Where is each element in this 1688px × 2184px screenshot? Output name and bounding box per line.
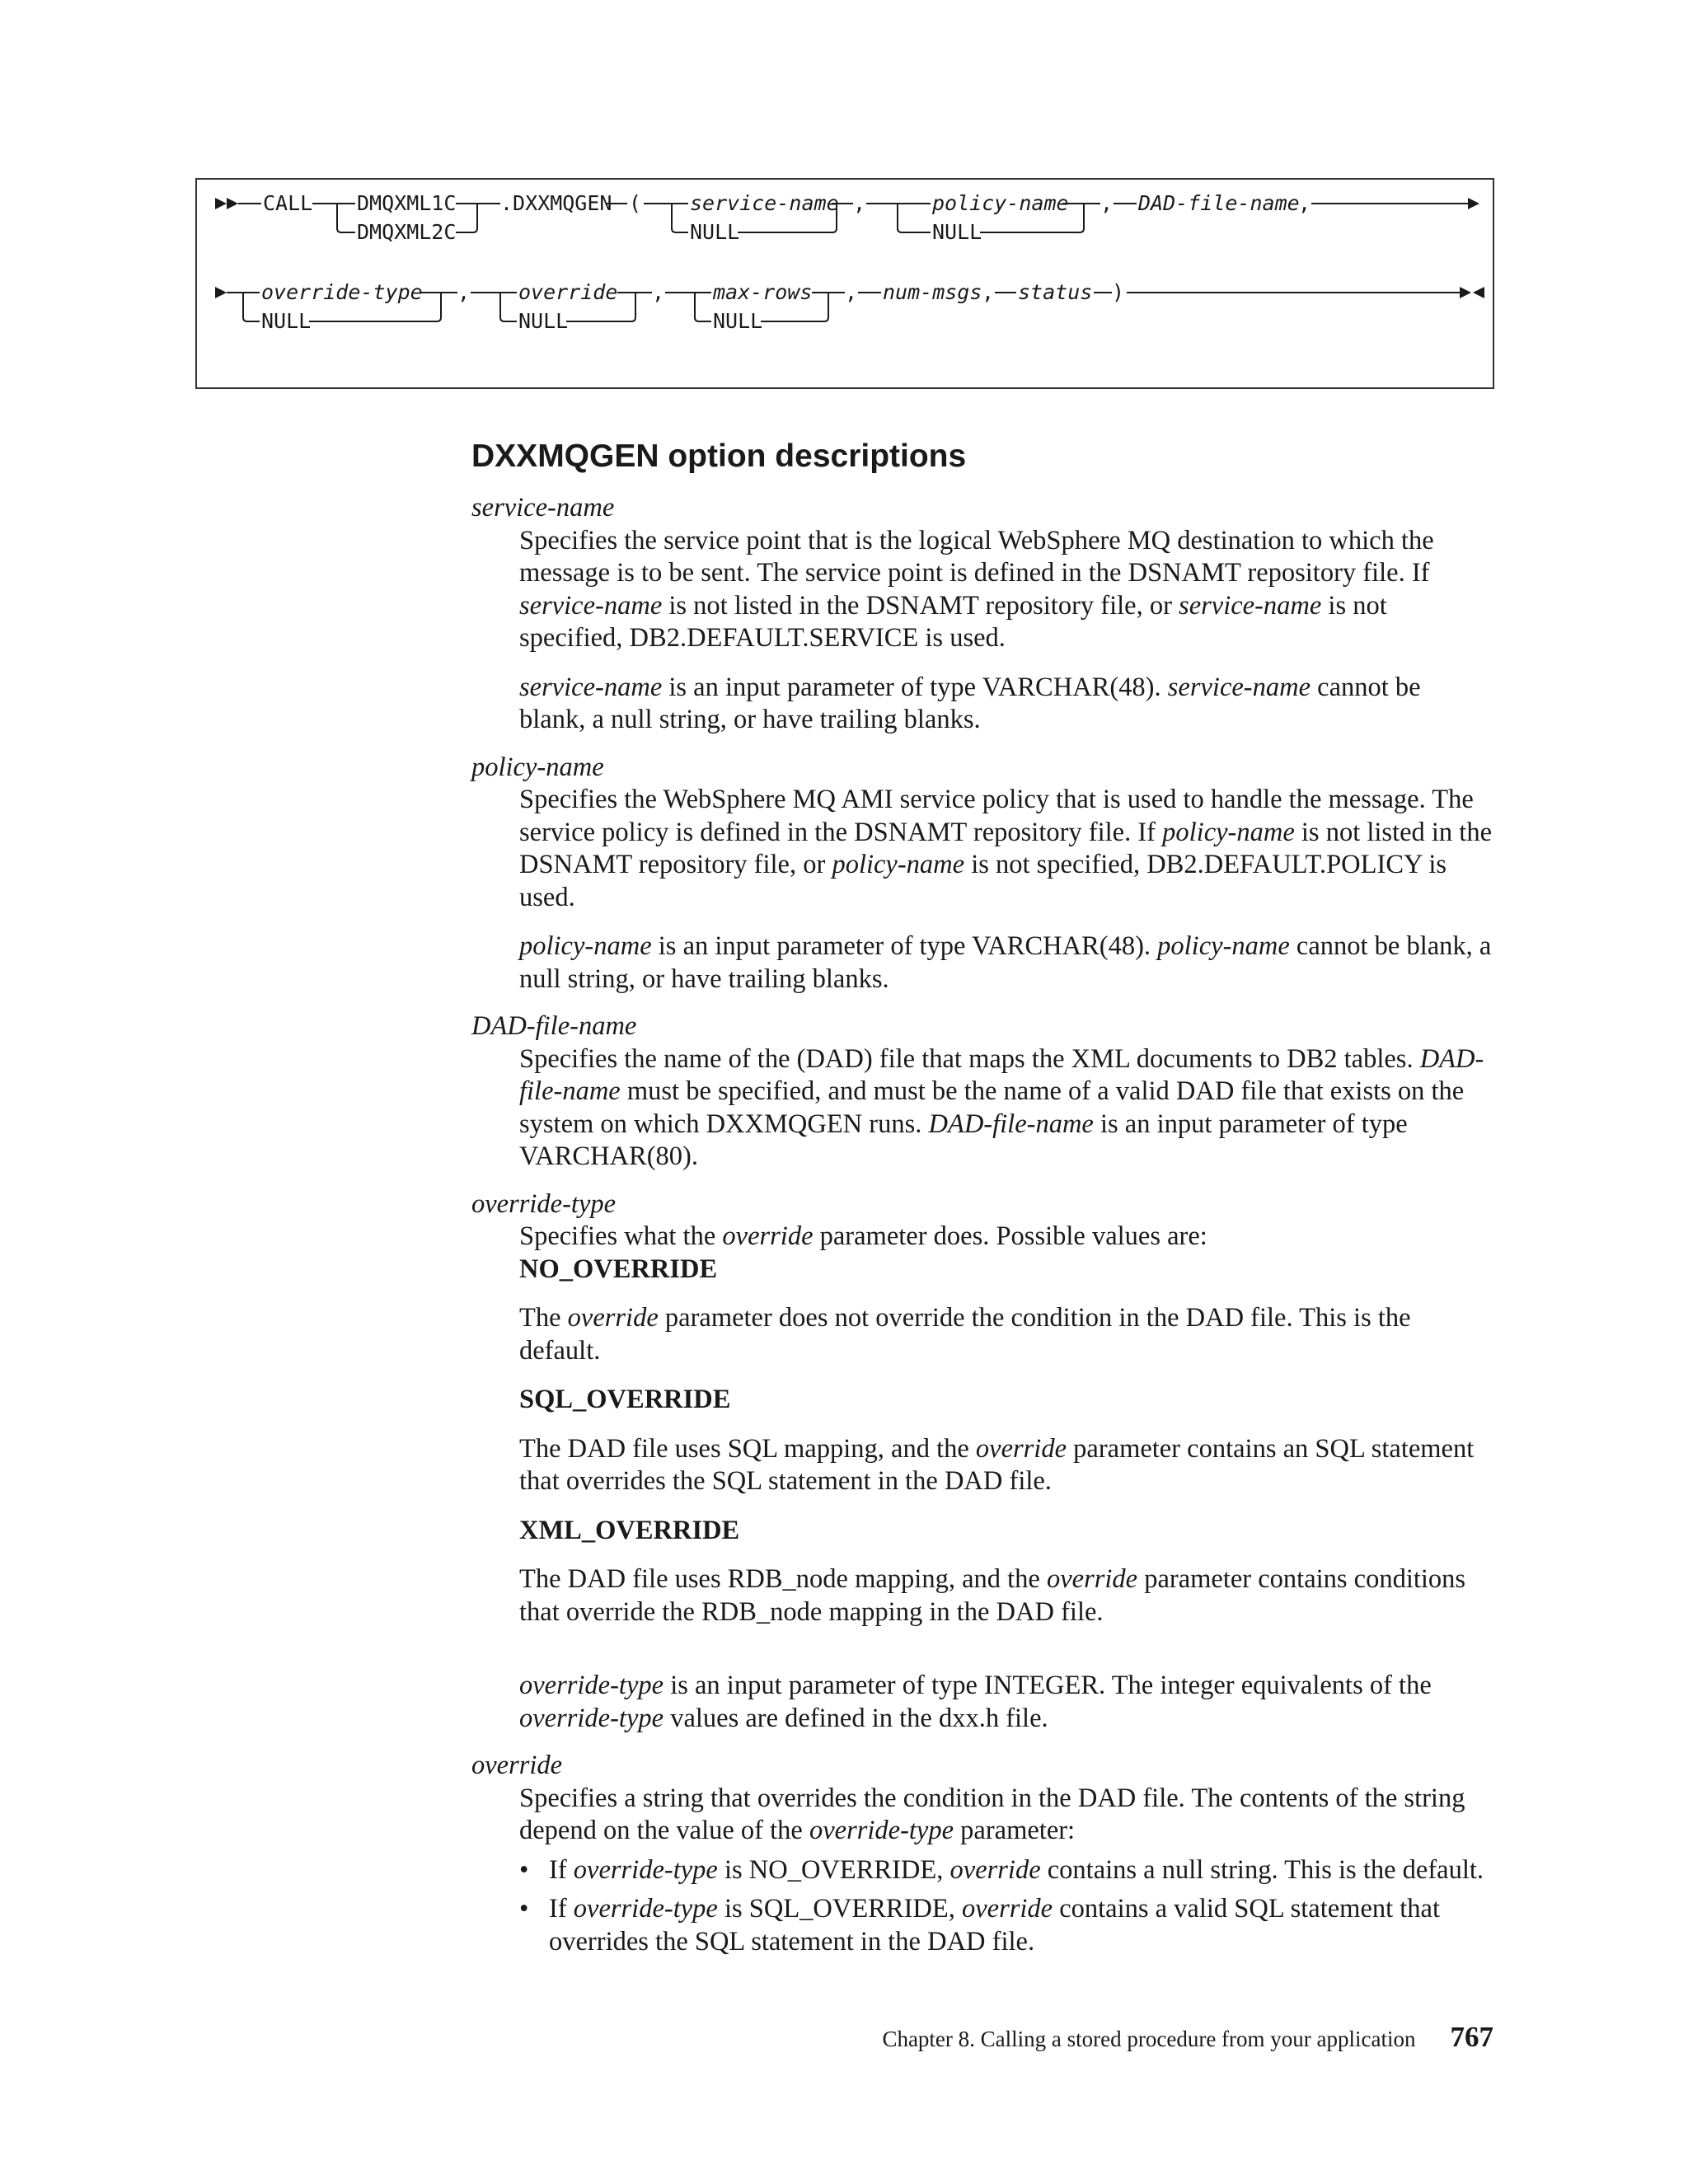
syntax-open-paren: ( [629,191,642,215]
end-arrow [1460,287,1471,298]
continue-arrow [1468,198,1479,209]
start-arrow [227,198,238,209]
option-entry [471,1750,1493,1958]
option-entry [471,752,1493,996]
syntax-call: CALL [263,191,313,215]
syntax-diagram [195,178,1494,389]
value-term: SQL_OVERRIDE [519,1385,731,1414]
syntax-comma: , [652,280,665,304]
syntax-null: NULL [690,220,740,244]
syntax-null: NULL [713,309,763,333]
syntax-max-rows: max-rows [713,280,813,304]
paragraph: Specifies the WebSphere MQ AMI service policy that is used to handle the message. The service policy is defined in the DSNAMT repository file. If policy-name is not listed in the DSNAMT repository file, or policy-name is not specified, DB2.DEFAULT.POLICY is used. [519,785,1493,912]
value-term: NO_OVERRIDE [519,1254,718,1284]
chapter-title: Chapter 8. Calling a stored procedure from your application [882,2027,1416,2051]
syntax-override: override [518,280,618,304]
paragraph: Specifies what the override parameter does. Possible values are: [519,1221,1207,1251]
start-arrow [215,198,227,209]
branch [500,293,517,321]
syntax-status: status [1018,280,1093,304]
syntax-comma: , [982,280,995,304]
option-term: policy-name [471,752,604,782]
option-entry [471,492,1493,737]
paragraph: Specifies the name of the (DAD) file that maps the XML documents to DB2 tables. DAD-file-name must be specified, and must be the name of a valid DAD file that exists on the system on which DXXMQGEN runs. DAD-file-name is an input parameter of type VARCHAR(80). [519,1043,1484,1171]
syntax-num-msgs: num-msgs [883,280,982,304]
branch [243,293,260,321]
paragraph: policy-name is an input parameter of type VARCHAR(48). policy-name cannot be blank, a null string, or have trailing blanks. [519,931,1492,994]
option-description [519,525,1493,737]
bullet-list [519,1854,1493,1959]
paragraph: override-type is an input parameter of type INTEGER. The integer equivalents of the override-type values are defined in the dxx.h file. [519,1671,1432,1733]
list-item: • If override-type is SQL_OVERRIDE, override contains a valid SQL statement that overrides the SQL statement in the DAD file. [519,1893,1493,1958]
option-term: service-name [471,493,615,523]
syntax-comma: , [1100,191,1114,215]
branch [898,204,931,232]
branch [337,204,355,232]
option-entry [471,1188,1493,1736]
section-heading: DXXMQGEN option descriptions [471,438,967,474]
option-term: override-type [471,1188,617,1219]
syntax-policy-name: policy-name [932,191,1069,215]
syntax-comma: , [853,191,866,215]
continue-arrow [215,287,227,298]
list-item: • If override-type is NO_OVERRIDE, override contains a null string. This is the default. [519,1854,1493,1887]
option-description [519,1221,1493,1735]
option-descriptions [471,492,1493,1973]
syntax-comma: , [845,280,858,304]
paragraph: Specifies a string that overrides the condition in the DAD file. The contents of the string depend on the value of the override-type parameter: [519,1783,1465,1845]
paragraph: Specifies the service point that is the logical WebSphere MQ destination to which the message is to be sent. The service point is defined in the DSNAMT repository file. If service-name is not listed in the DSNAMT repository file, or service-name is not specified, DB2.DEFAULT.SERVICE is used. [519,525,1434,653]
option-term: override [471,1750,563,1780]
page-footer [882,2021,1493,2054]
end-arrow [1473,287,1484,298]
option-description [519,1043,1493,1174]
syntax-close-paren: ) [1112,280,1125,304]
branch [672,204,688,232]
option-entry [471,1010,1493,1174]
syntax-proc: .DXXMQGEN [500,191,612,215]
syntax-override-type: override-type [261,280,423,304]
syntax-schema2: DMQXML2C [357,220,457,244]
syntax-null: NULL [932,220,982,244]
syntax-diagram-svg [197,180,1496,391]
syntax-schema1: DMQXML1C [357,191,457,215]
branch [695,293,711,321]
syntax-null: NULL [261,309,312,333]
value-term: XML_OVERRIDE [519,1515,740,1545]
syntax-comma: , [1298,191,1311,215]
branch [456,204,477,232]
syntax-comma: , [457,280,471,304]
option-term: DAD-file-name [471,1011,637,1041]
paragraph: service-name is an input parameter of type VARCHAR(48). service-name cannot be blank, a null string, or have trailing blanks. [519,672,1421,734]
syntax-service-name: service-name [690,191,839,215]
page-number: 767 [1450,2021,1493,2053]
syntax-null: NULL [518,309,569,333]
syntax-dad-file-name: DAD-file-name [1138,191,1300,215]
option-description [519,784,1493,996]
value-description: The DAD file uses RDB_node mapping, and the override parameter contains conditions that override the RDB_node mapping in the DAD file. [519,1564,1466,1627]
value-description: The DAD file uses SQL mapping, and the override parameter contains an SQL statement that overrides the SQL statement in the DAD file. [519,1433,1475,1496]
value-description: The override parameter does not override the condition in the DAD file. This is the default. [519,1303,1411,1366]
option-description [519,1783,1493,1959]
